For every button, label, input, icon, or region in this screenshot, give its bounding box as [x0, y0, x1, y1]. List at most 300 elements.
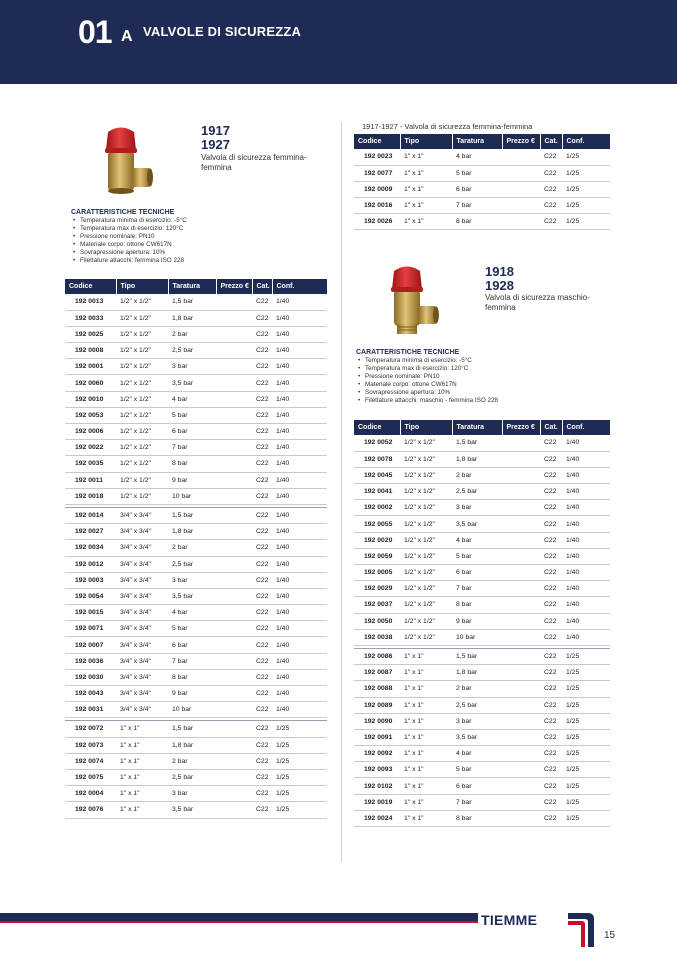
category-cell: C22 [540, 697, 562, 713]
type-cell: 1/2" x 1/2" [116, 310, 168, 326]
setting-cell: 6 bar [452, 181, 502, 197]
table-row [65, 769, 327, 785]
type-cell: 3/4" x 3/4" [116, 524, 168, 540]
setting-cell: 8 bar [452, 810, 502, 826]
type-cell: 1/2" x 1/2" [116, 391, 168, 407]
price-cell [216, 507, 252, 523]
category-cell: C22 [540, 516, 562, 532]
product-code-cell: 192 0102 [354, 778, 400, 794]
product-code-cell: 192 0091 [354, 729, 400, 745]
product-code-cell: 192 0008 [65, 343, 116, 359]
setting-cell: 7 bar [452, 794, 502, 810]
price-cell [502, 681, 540, 697]
table-row [354, 697, 610, 713]
column-divider [341, 122, 342, 862]
setting-cell: 3 bar [452, 713, 502, 729]
product-description: Valvola di sicurezza maschio-femmina [485, 293, 590, 312]
pack-cell: 1/40 [272, 440, 327, 456]
price-cell [502, 794, 540, 810]
pack-cell: 1/25 [562, 794, 610, 810]
setting-cell: 6 bar [452, 565, 502, 581]
product-code-cell: 192 0031 [65, 702, 116, 718]
setting-cell: 4 bar [168, 391, 216, 407]
product-code-cell: 192 0009 [354, 181, 400, 197]
product-code-cell: 192 0007 [65, 637, 116, 653]
setting-cell: 3,5 bar [452, 516, 502, 532]
pack-cell: 1/40 [272, 653, 327, 669]
table-row [354, 581, 610, 597]
price-cell [216, 310, 252, 326]
table-row [65, 524, 327, 540]
category-cell: C22 [540, 214, 562, 230]
column-header: Tipo [400, 420, 452, 435]
type-cell: 1/2" x 1/2" [116, 343, 168, 359]
price-cell [216, 456, 252, 472]
setting-cell: 3 bar [168, 359, 216, 375]
table-header-row [354, 134, 610, 149]
price-cell [216, 407, 252, 423]
product-description: Valvola di sicurezza femmina-femmina [201, 153, 307, 172]
setting-cell: 10 bar [452, 629, 502, 645]
category-cell: C22 [252, 669, 272, 685]
type-cell: 1" x 1" [400, 778, 452, 794]
product-code-cell: 192 0037 [354, 597, 400, 613]
table-row [65, 472, 327, 488]
category-cell: C22 [252, 753, 272, 769]
column-header: Tipo [400, 134, 452, 149]
tech-spec-item: • Pressione nominale: PN10 [365, 373, 606, 381]
category-cell: C22 [252, 653, 272, 669]
setting-cell: 8 bar [452, 597, 502, 613]
pack-cell: 1/25 [272, 753, 327, 769]
column-header: Prezzo € [216, 279, 252, 294]
pack-cell: 1/25 [562, 729, 610, 745]
price-cell [216, 488, 252, 504]
type-cell: 3/4" x 3/4" [116, 540, 168, 556]
type-cell: 1" x 1" [400, 713, 452, 729]
price-cell [216, 424, 252, 440]
price-cell [502, 532, 540, 548]
setting-cell: 1,5 bar [168, 721, 216, 737]
table-row [65, 359, 327, 375]
pack-cell: 1/40 [562, 516, 610, 532]
table-row [65, 440, 327, 456]
category-cell: C22 [252, 802, 272, 818]
pack-cell: 1/40 [272, 407, 327, 423]
category-cell: C22 [540, 581, 562, 597]
price-cell [216, 605, 252, 621]
product-code-cell: 192 0075 [65, 769, 116, 785]
pack-cell: 1/40 [272, 294, 327, 310]
setting-cell: 9 bar [168, 686, 216, 702]
setting-cell: 7 bar [452, 198, 502, 214]
pack-cell: 1/25 [562, 746, 610, 762]
category-cell: C22 [252, 702, 272, 718]
table-row [65, 456, 327, 472]
column-header: Prezzo € [502, 420, 540, 435]
price-cell [502, 778, 540, 794]
pack-cell: 1/25 [562, 181, 610, 197]
table-row [354, 746, 610, 762]
product-code-cell: 192 0050 [354, 613, 400, 629]
product-code-cell: 192 0025 [65, 326, 116, 342]
table-row [354, 548, 610, 564]
table-row [354, 613, 610, 629]
pack-cell: 1/25 [272, 721, 327, 737]
type-cell: 1" x 1" [400, 697, 452, 713]
category-cell: C22 [252, 769, 272, 785]
setting-cell: 3 bar [168, 572, 216, 588]
price-table-left [65, 279, 327, 819]
product-code-cell: 192 0093 [354, 762, 400, 778]
table-row [65, 572, 327, 588]
product-code-cell: 192 0015 [65, 605, 116, 621]
column-header: Cat. [252, 279, 272, 294]
price-cell [216, 721, 252, 737]
table-row [354, 794, 610, 810]
price-cell [216, 669, 252, 685]
table-row [354, 729, 610, 745]
type-cell: 3/4" x 3/4" [116, 686, 168, 702]
pack-cell: 1/25 [272, 802, 327, 818]
column-header: Tipo [116, 279, 168, 294]
pack-cell: 1/40 [272, 540, 327, 556]
price-cell [502, 149, 540, 165]
table-row [65, 407, 327, 423]
brand-logo-pipe-icon [568, 913, 598, 947]
setting-cell: 8 bar [452, 214, 502, 230]
category-cell: C22 [252, 440, 272, 456]
product-code-cell: 192 0010 [65, 391, 116, 407]
product-code-cell: 192 0014 [65, 507, 116, 523]
setting-cell: 2 bar [168, 326, 216, 342]
price-cell [502, 451, 540, 467]
price-cell [502, 581, 540, 597]
product-code-cell: 192 0019 [354, 794, 400, 810]
table-row [354, 467, 610, 483]
category-cell: C22 [540, 810, 562, 826]
table-row [354, 484, 610, 500]
table-row [65, 786, 327, 802]
category-cell: C22 [252, 540, 272, 556]
product-code-cell: 192 0060 [65, 375, 116, 391]
product-code-cell: 192 0053 [65, 407, 116, 423]
product-code-cell: 192 0020 [354, 532, 400, 548]
table-row [65, 391, 327, 407]
setting-cell: 3,5 bar [168, 375, 216, 391]
table-header-row [65, 279, 327, 294]
tech-spec-item: • Materiale corpo: ottone CW617N [365, 381, 606, 389]
tech-spec-item: • Sovrapressione apertura: 10% [365, 389, 606, 397]
type-cell: 1/2" x 1/2" [400, 532, 452, 548]
type-cell: 1/2" x 1/2" [400, 613, 452, 629]
pack-cell: 1/40 [562, 532, 610, 548]
table-row [65, 375, 327, 391]
table-row [354, 665, 610, 681]
type-cell: 1/2" x 1/2" [400, 467, 452, 483]
pack-cell: 1/40 [562, 613, 610, 629]
chapter-letter: A [121, 28, 133, 45]
pack-cell: 1/40 [272, 343, 327, 359]
setting-cell: 6 bar [452, 778, 502, 794]
setting-cell: 2 bar [168, 540, 216, 556]
table-row [354, 181, 610, 197]
category-cell: C22 [540, 500, 562, 516]
type-cell: 3/4" x 3/4" [116, 588, 168, 604]
type-cell: 1" x 1" [400, 762, 452, 778]
type-cell: 1" x 1" [116, 786, 168, 802]
price-cell [502, 435, 540, 451]
price-cell [502, 762, 540, 778]
price-cell [502, 810, 540, 826]
pack-cell: 1/40 [562, 597, 610, 613]
pack-cell: 1/40 [562, 451, 610, 467]
setting-cell: 6 bar [168, 424, 216, 440]
pack-cell: 1/25 [562, 165, 610, 181]
table-row [354, 810, 610, 826]
setting-cell: 2,5 bar [452, 484, 502, 500]
type-cell: 1/2" x 1/2" [116, 407, 168, 423]
table-caption: 1917-1927 - Valvola di sicurezza femmina-femmina [362, 122, 533, 131]
table-row [65, 637, 327, 653]
type-cell: 1" x 1" [400, 681, 452, 697]
product-code-cell: 192 0027 [65, 524, 116, 540]
type-cell: 1/2" x 1/2" [116, 472, 168, 488]
product-code-cell: 192 0016 [354, 198, 400, 214]
product-code-cell: 192 0089 [354, 697, 400, 713]
product-code-1927: 1927 [201, 137, 230, 152]
category-cell: C22 [540, 451, 562, 467]
product-code-cell: 192 0013 [65, 294, 116, 310]
type-cell: 1/2" x 1/2" [400, 451, 452, 467]
setting-cell: 2,5 bar [168, 556, 216, 572]
product-code-cell: 192 0030 [65, 669, 116, 685]
setting-cell: 1,5 bar [452, 435, 502, 451]
setting-cell: 6 bar [168, 637, 216, 653]
product-code-1928: 1928 [485, 278, 514, 293]
tech-spec-item: • Sovrapressione apertura: 10% [80, 249, 331, 257]
price-cell [502, 548, 540, 564]
type-cell: 3/4" x 3/4" [116, 637, 168, 653]
pack-cell: 1/40 [272, 605, 327, 621]
category-cell: C22 [540, 665, 562, 681]
category-cell: C22 [252, 294, 272, 310]
pack-cell: 1/25 [562, 665, 610, 681]
table-row [65, 686, 327, 702]
price-cell [502, 181, 540, 197]
table-row [65, 721, 327, 737]
setting-cell: 2,5 bar [168, 343, 216, 359]
price-cell [216, 769, 252, 785]
product-code-cell: 192 0023 [354, 149, 400, 165]
setting-cell: 9 bar [452, 613, 502, 629]
product-code-cell: 192 0087 [354, 665, 400, 681]
table-row [354, 451, 610, 467]
pack-cell: 1/40 [562, 629, 610, 645]
chapter-number: 01 [78, 14, 112, 50]
category-cell: C22 [252, 424, 272, 440]
tech-spec-item: • Filettature attacchi: maschio - femmina ISO 228 [365, 397, 606, 405]
price-cell [502, 697, 540, 713]
category-cell: C22 [540, 565, 562, 581]
price-cell [216, 524, 252, 540]
setting-cell: 1,8 bar [168, 737, 216, 753]
pack-cell: 1/40 [272, 686, 327, 702]
valve-male-female-image [382, 262, 444, 338]
table-row [65, 621, 327, 637]
table-row [65, 669, 327, 685]
column-header: Codice [354, 420, 400, 435]
table-row [65, 556, 327, 572]
type-cell: 1" x 1" [400, 746, 452, 762]
table-row [354, 565, 610, 581]
setting-cell: 9 bar [168, 472, 216, 488]
setting-cell: 8 bar [168, 456, 216, 472]
category-cell: C22 [540, 794, 562, 810]
table-row [354, 149, 610, 165]
product-code-cell: 192 0004 [65, 786, 116, 802]
category-cell: C22 [252, 343, 272, 359]
brand-logo-text: TIEMME [481, 912, 538, 928]
table-row [354, 435, 610, 451]
price-cell [502, 746, 540, 762]
pack-cell: 1/40 [272, 359, 327, 375]
price-cell [216, 440, 252, 456]
tech-specs-title: CARATTERISTICHE TECNICHE [356, 349, 460, 356]
type-cell: 1" x 1" [400, 214, 452, 230]
category-cell: C22 [540, 181, 562, 197]
table-row [354, 629, 610, 645]
page-number: 15 [604, 930, 616, 941]
tech-spec-item: • Temperatura minima di esercizio: -5°C [80, 217, 331, 225]
pack-cell: 1/40 [272, 702, 327, 718]
category-cell: C22 [540, 484, 562, 500]
product-code-cell: 192 0076 [65, 802, 116, 818]
pack-cell: 1/40 [272, 524, 327, 540]
product-code-cell: 192 0035 [65, 456, 116, 472]
pack-cell: 1/40 [562, 548, 610, 564]
table-row [65, 507, 327, 523]
product-code-cell: 192 0054 [65, 588, 116, 604]
table-header-row [354, 420, 610, 435]
setting-cell: 4 bar [168, 605, 216, 621]
tech-spec-item: • Temperatura minima di esercizio: -5°C [365, 357, 606, 365]
type-cell: 1" x 1" [400, 665, 452, 681]
type-cell: 1/2" x 1/2" [116, 488, 168, 504]
pack-cell: 1/40 [272, 556, 327, 572]
category-cell: C22 [252, 572, 272, 588]
setting-cell: 3,5 bar [452, 729, 502, 745]
table-row [354, 214, 610, 230]
table-row [65, 343, 327, 359]
type-cell: 3/4" x 3/4" [116, 605, 168, 621]
category-cell: C22 [252, 375, 272, 391]
pack-cell: 1/25 [562, 198, 610, 214]
category-cell: C22 [252, 359, 272, 375]
pack-cell: 1/40 [562, 565, 610, 581]
setting-cell: 5 bar [168, 621, 216, 637]
setting-cell: 1,8 bar [168, 310, 216, 326]
table-row [65, 737, 327, 753]
category-cell: C22 [540, 532, 562, 548]
price-cell [216, 375, 252, 391]
setting-cell: 3 bar [168, 786, 216, 802]
pack-cell: 1/40 [272, 456, 327, 472]
type-cell: 1" x 1" [400, 729, 452, 745]
category-cell: C22 [540, 165, 562, 181]
table-row [65, 540, 327, 556]
table-row [354, 198, 610, 214]
category-cell: C22 [252, 310, 272, 326]
category-cell: C22 [252, 391, 272, 407]
table-row [354, 500, 610, 516]
category-cell: C22 [540, 778, 562, 794]
price-cell [216, 637, 252, 653]
price-cell [502, 165, 540, 181]
product-code-cell: 192 0001 [65, 359, 116, 375]
table-row [65, 424, 327, 440]
type-cell: 1" x 1" [116, 737, 168, 753]
category-cell: C22 [540, 648, 562, 664]
pack-cell: 1/40 [272, 572, 327, 588]
product-code-cell: 192 0090 [354, 713, 400, 729]
price-cell [216, 753, 252, 769]
type-cell: 1" x 1" [116, 753, 168, 769]
pack-cell: 1/40 [562, 581, 610, 597]
category-cell: C22 [540, 435, 562, 451]
product-code-cell: 192 0012 [65, 556, 116, 572]
setting-cell: 2 bar [452, 681, 502, 697]
category-cell: C22 [252, 786, 272, 802]
product-code-cell: 192 0036 [65, 653, 116, 669]
type-cell: 1/2" x 1/2" [400, 597, 452, 613]
table-row [65, 488, 327, 504]
type-cell: 1/2" x 1/2" [400, 484, 452, 500]
column-header: Codice [354, 134, 400, 149]
setting-cell: 10 bar [168, 488, 216, 504]
table-row [65, 294, 327, 310]
price-cell [216, 556, 252, 572]
category-cell: C22 [252, 686, 272, 702]
category-cell: C22 [540, 629, 562, 645]
price-cell [216, 572, 252, 588]
category-cell: C22 [252, 588, 272, 604]
column-header: Taratura [452, 134, 502, 149]
type-cell: 3/4" x 3/4" [116, 621, 168, 637]
product-code-cell: 192 0041 [354, 484, 400, 500]
table-row [354, 762, 610, 778]
column-header: Prezzo € [502, 134, 540, 149]
price-cell [216, 359, 252, 375]
type-cell: 1/2" x 1/2" [116, 326, 168, 342]
category-cell: C22 [540, 613, 562, 629]
setting-cell: 8 bar [168, 669, 216, 685]
category-cell: C22 [252, 556, 272, 572]
category-cell: C22 [252, 605, 272, 621]
pack-cell: 1/40 [272, 375, 327, 391]
tech-spec-item: • Temperatura max di esercizio: 120°C [80, 225, 331, 233]
tech-spec-item: • Pressione nominale: PN10 [80, 233, 331, 241]
pack-cell: 1/40 [272, 326, 327, 342]
price-cell [502, 613, 540, 629]
setting-cell: 7 bar [168, 653, 216, 669]
product-code-cell: 192 0073 [65, 737, 116, 753]
product-code-cell: 192 0005 [354, 565, 400, 581]
setting-cell: 5 bar [452, 165, 502, 181]
pack-cell: 1/40 [272, 621, 327, 637]
table-row [354, 165, 610, 181]
category-cell: C22 [540, 762, 562, 778]
